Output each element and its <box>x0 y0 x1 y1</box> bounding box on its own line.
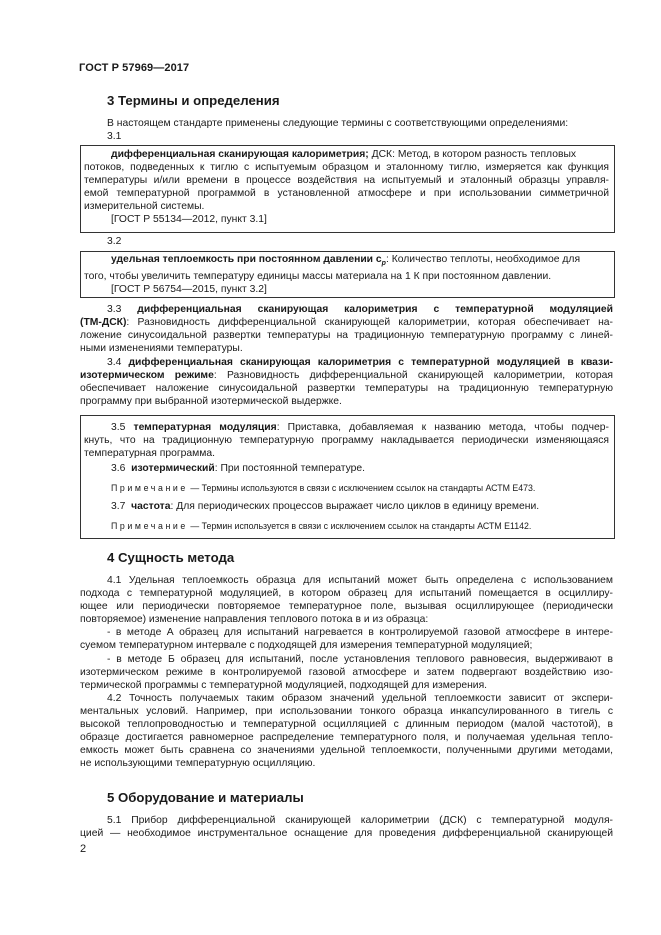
s4-p2-line-1: - в методе А образец для испытаний нагревается в контролируемой газовой атмосфере в интере- <box>107 627 613 639</box>
term-3-2-line-2: того, чтобы увеличить температуру единицы массы материала на 1 К при постоянном давлении. <box>84 271 552 283</box>
s4-p1-line-2: подхода с температурной модуляцией, в котором образец для испытаний помещается в осциллиру- <box>80 588 613 600</box>
section-3-title: 3 Термины и определения <box>107 93 280 108</box>
note-2-label: Примечание <box>111 521 188 531</box>
term-3-1-term: дифференциальная сканирующая калориметрия; <box>111 149 369 160</box>
term-3-3-line-1: (ТМ-ДСК): Разновидность дифференциальной сканирующей калориметрии, которая обеспечивает на- <box>80 317 613 329</box>
section-4-title: 4 Сущность метода <box>107 550 235 565</box>
term-3-5-first-line: 3.5 температурная модуляция: Приставка, добавляемая к названию метода, чтобы подчер- <box>111 422 609 433</box>
term-3-7: 3.7 частота: Для периодических процессов выражает число циклов в единицу времени. <box>111 501 540 512</box>
term-3-1-line-1: ДСК: Метод, в котором разность тепловых <box>371 149 577 160</box>
term-3-3-line-3: ными изменениями температуры. <box>80 343 243 355</box>
term-3-1-line-4: емой температурной программой в установленной атмосфере и при использовании симметричной <box>84 188 609 200</box>
term-3-1-definition <box>84 148 609 227</box>
term-3-2-line-1: : Количество теплоты, необходимое для <box>385 254 581 265</box>
note-2 <box>111 520 531 533</box>
s4-p1-line-4: повторяемое) изменение направления теплового потока в и из образца: <box>80 614 429 626</box>
note-1 <box>111 482 535 495</box>
term-3-4-term: дифференциальная сканирующая калориметрия с температурной модуляцией в квази- <box>128 357 613 368</box>
s4-p4-line-5: емкость может быть сравнена со значениями удельной теплоемкости, полученными другими методами, <box>80 745 613 757</box>
term-3-3-term: дифференциальная сканирующая калориметрия с температурной модуляцией <box>137 304 613 315</box>
term-3-4-line-2: обеспечивает наложение синусоидальной развертки температуры на традиционную температурную <box>80 383 613 395</box>
s5-p1-line-2: цией — необходимое инструментальное оснащение для проведения дифференциальной сканирующей <box>80 828 613 840</box>
s4-p4-line-1: 4.2 Точность получаемых таким образом значений удельной теплоемкости зависит от экспери- <box>107 692 613 704</box>
intro-text: В настоящем стандарте применены следующие термины с соответствующими определениями: <box>107 118 569 129</box>
note-1-label: Примечание <box>111 483 188 493</box>
term-3-4-line-3: программу при выбранной изотермической выдержке. <box>80 396 342 408</box>
standard-code-header: ГОСТ Р 57969—2017 <box>79 62 190 74</box>
term-3-4-line-1: изотермическом режиме: Разновидность дифференциальной сканирующей калориметрии, которая <box>80 370 613 382</box>
term-3-1-reference: [ГОСТ Р 55134—2012, пункт 3.1] <box>111 214 267 226</box>
section-3-intro <box>107 117 607 143</box>
term-3-3-first-line: 3.3 дифференциальная сканирующая калориметрия с температурной модуляцией <box>107 304 613 315</box>
term-3-5-line-3: температурная программа. <box>84 448 215 460</box>
s4-p2-line-2: суемом температурном интервале с подходящей для измерения температурной модуляцией; <box>80 640 533 652</box>
term-3-1-line-2: потоков, подведенных к тиглю с испытуемым образцом и эталонному тиглю, измеряется как функция <box>84 162 609 174</box>
s4-p1-line-3: ющее или периодически повторяемое температурное поле, вызывая осциллирующее (периодически <box>80 601 613 613</box>
s4-p3-line-2: изотермическом режиме в контролируемой газовой атмосфере и затем подвергают воздействию изо- <box>80 666 613 678</box>
section-4-paragraph-1 <box>80 574 613 770</box>
term-3-6: 3.6 изотермический: При постоянной температуре. <box>111 463 366 474</box>
section-5-title: 5 Оборудование и материалы <box>107 790 304 805</box>
note-2-text: — Термин используется в связи с исключением ссылок на стандарты АСТМ Е1142. <box>187 521 532 531</box>
term-3-2-number: 3.2 <box>107 236 122 247</box>
term-3-5 <box>84 421 609 460</box>
term-3-4 <box>80 356 613 408</box>
s4-p4-line-4: образце достигается равномерное распределение температурного поля, и получаемая удельная тепло- <box>80 732 613 744</box>
s4-p4-line-3: высокой теплопроводностью и температурной осцилляцией с длинным периодом (малой частотой), в <box>80 719 613 731</box>
s4-p4-line-2: ментальных условий. Например, при использовании тонкого образца инкапсулированного в тигель с <box>80 705 613 717</box>
s4-p4-line-6: не использующими температурную осцилляцию. <box>80 758 316 770</box>
term-3-4-first-line: 3.4 дифференциальная сканирующая калориметрия с температурной модуляцией в квази- <box>107 357 613 368</box>
term-3-1-line-5: измерительной системы. <box>84 201 205 213</box>
term-3-2-reference: [ГОСТ Р 56754—2015, пункт 3.2] <box>111 284 267 296</box>
term-3-5-line-2: кнуть, что на традиционную температурную программу накладывается периодически изменяющаяся <box>84 435 609 447</box>
term-3-2-first-line <box>84 253 609 270</box>
term-3-5-term: температурная модуляция <box>133 422 277 433</box>
term-3-2-definition <box>84 253 609 296</box>
term-3-1-line-3: температуры и/или времени в процессе воздействия на испытуемый и эталонный образцы управля- <box>84 175 609 187</box>
term-3-2-term: удельная теплоемкость при постоянном давлении $c_p$ <box>111 254 386 268</box>
note-1-text: — Термины используются в связи с исключением ссылок на стандарты АСТМ Е473. <box>187 483 536 493</box>
section-5-paragraph-1 <box>80 814 613 840</box>
term-3-3 <box>80 303 613 355</box>
term-3-7-term: частота <box>131 501 171 512</box>
page-number: 2 <box>80 843 87 855</box>
s4-p1-line-1: 4.1 Удельная теплоемкость образца для испытаний может быть определена с использованием <box>107 575 613 586</box>
s5-p1-line-1: 5.1 Прибор дифференциальной сканирующей калориметрии (ДСК) с температурной модуля- <box>107 815 613 826</box>
term-3-1-first-line <box>84 148 609 161</box>
term-3-3-line-2: ложение синусоидальной развертки температуры на традиционную температурную программу с линей- <box>80 330 613 342</box>
term-3-6-term: изотермический <box>131 463 215 474</box>
s4-p3-line-1: - в методе Б образец для испытаний, после установления теплового равновесия, выдерживают в <box>107 653 613 665</box>
term-3-1-number: 3.1 <box>107 131 122 143</box>
s4-p3-line-3: термической программы с температурной модуляцией, подходящей для измерения. <box>80 679 488 691</box>
